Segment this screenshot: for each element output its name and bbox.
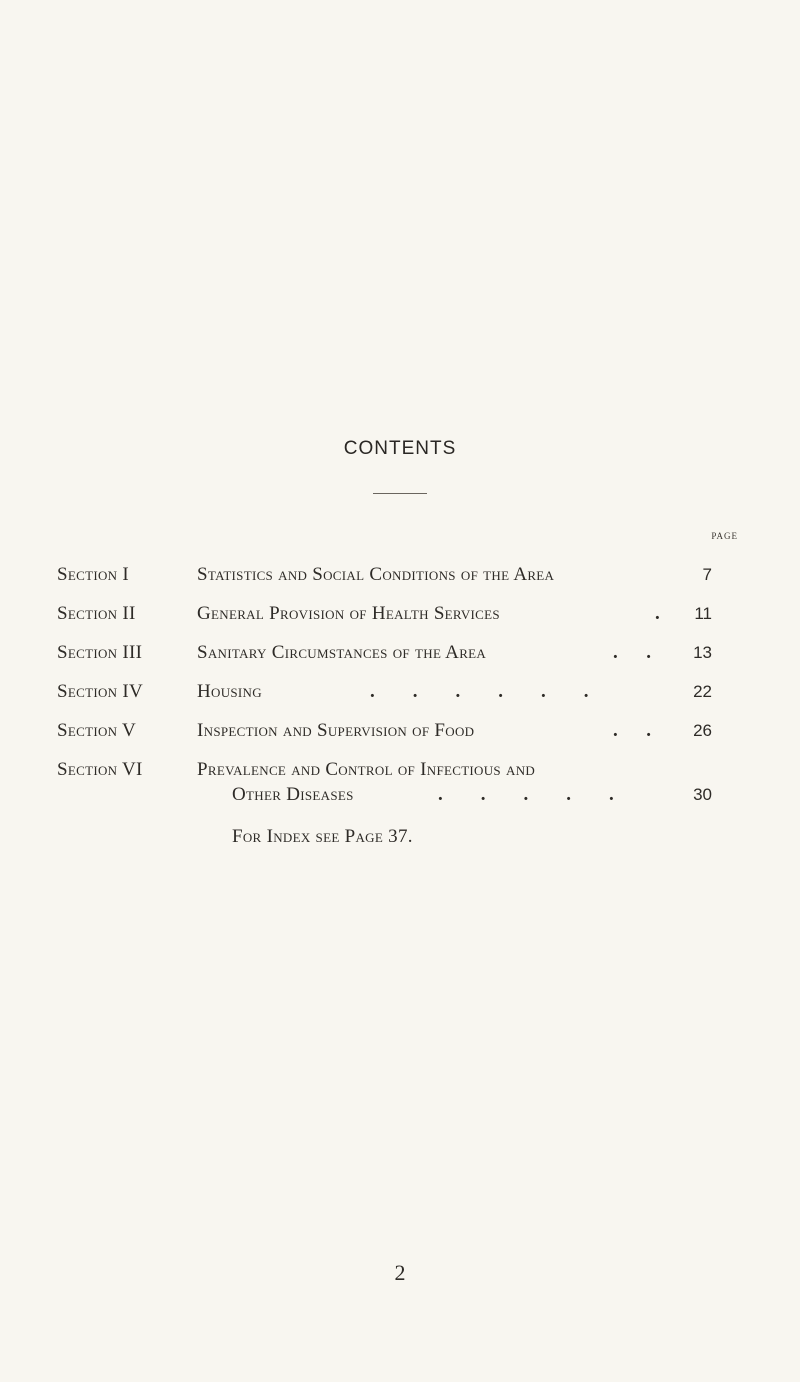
section-label: Section III <box>57 642 143 663</box>
section-label: Section V <box>57 720 137 741</box>
dot-leader: . . <box>613 642 651 663</box>
entry-title: Prevalence and Control of Infectious and <box>197 759 536 780</box>
entry-page-number: 7 <box>702 565 712 584</box>
entry-title: General Provision of Health Services <box>197 603 500 624</box>
section-label: Section VI <box>57 759 143 780</box>
page-title: CONTENTS <box>343 438 457 459</box>
page-column-header: page <box>711 527 738 542</box>
page-folio-number: 2 <box>394 1260 406 1285</box>
section-label: Section II <box>57 603 136 624</box>
index-note: For Index see Page 37. <box>232 826 413 847</box>
entry-page-number: 11 <box>694 604 712 623</box>
section-label: Section I <box>57 564 130 585</box>
entry-title: Sanitary Circumstances of the Area <box>197 642 487 663</box>
title-divider <box>373 493 427 494</box>
entry-page-number: 22 <box>693 682 712 701</box>
entry-title: Housing <box>197 681 262 702</box>
section-label: Section IV <box>57 681 144 702</box>
entry-page-number: 30 <box>693 785 712 804</box>
dot-leader: . . <box>613 720 651 741</box>
entry-page-number: 13 <box>693 643 712 662</box>
dot-leader: . . . . . . <box>370 681 589 702</box>
entry-title: Statistics and Social Conditions of the Area <box>197 564 555 585</box>
dot-leader: . <box>655 603 660 624</box>
entry-page-number: 26 <box>693 721 712 740</box>
dot-leader: . . . . . <box>438 784 614 805</box>
entry-title: Inspection and Supervision of Food <box>197 720 475 741</box>
entry-title-continuation: Other Diseases <box>232 784 354 805</box>
